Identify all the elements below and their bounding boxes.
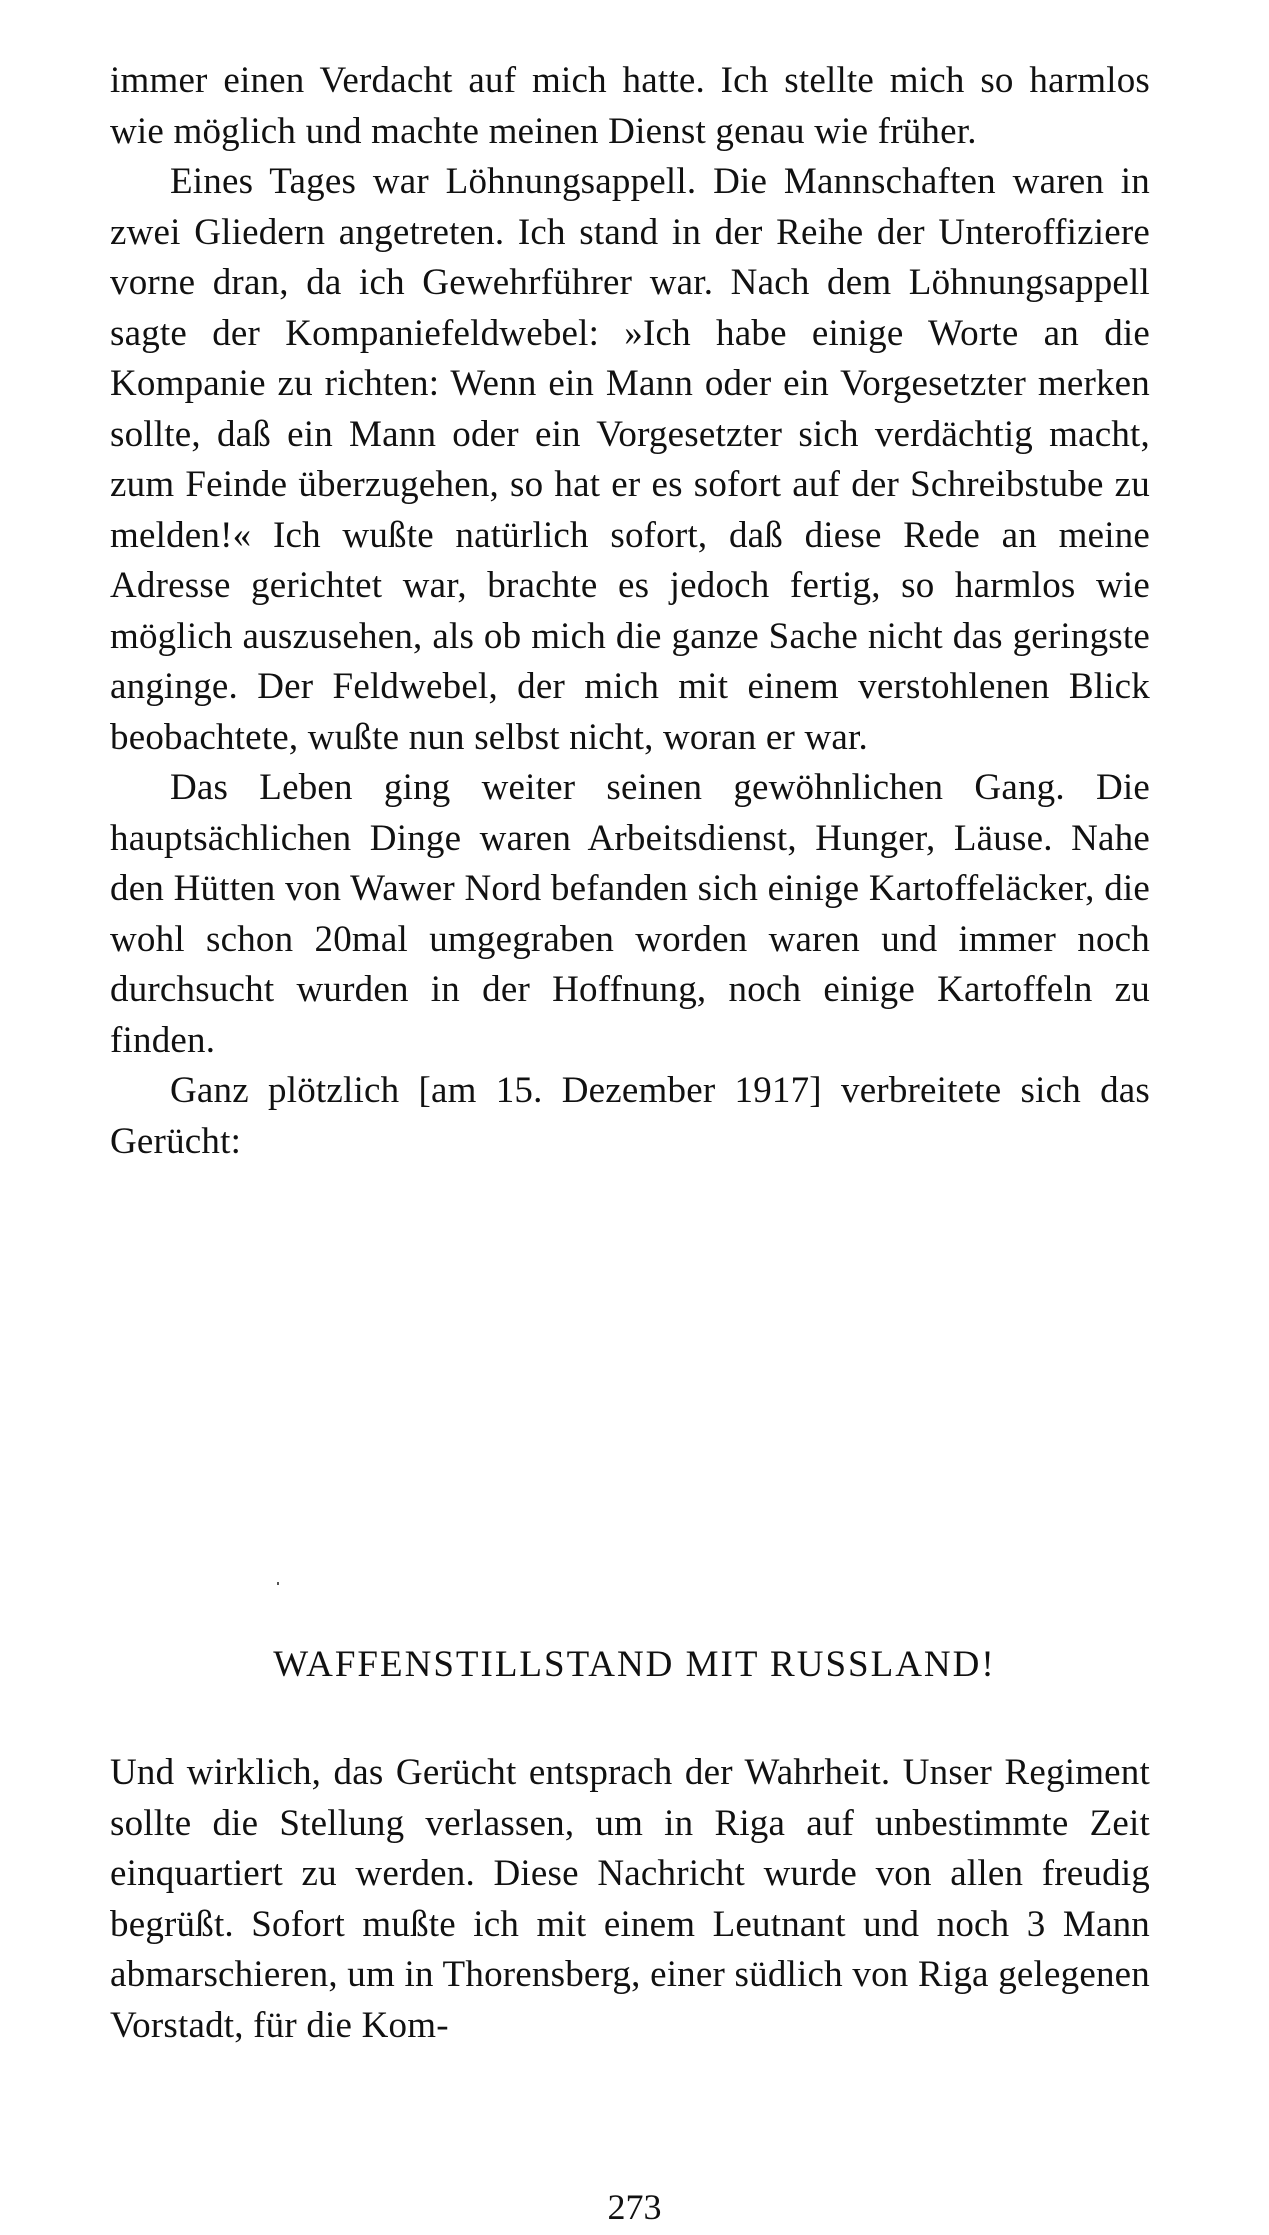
paragraph-4: Ganz plötzlich [am 15. Dezember 1917] verbreitete sich das Gerücht:	[110, 1070, 1150, 1162]
section-heading: WAFFENSTILLSTAND MIT RUSSLAND!	[273, 1644, 996, 1685]
body-text-top	[110, 56, 1150, 1167]
page-number: 273	[607, 2187, 662, 2227]
paragraph-2: Eines Tages war Löhnungsappell. Die Mannschaften waren in zwei Gliedern angetreten. Ich stand in der Reihe der Unteroffiziere vorne dran, da ich Gewehrführer war. Nach dem Löhnungsappell sagte der Kompaniefeldwebel: »Ich habe einige Worte an die Kompanie zu richten: Wenn ein Mann oder ein Vorgesetzter merken sollte, daß ein Mann oder ein Vorgesetzter sich verdächtig macht, zum Feinde überzugehen, so hat er es sofort auf der Schreibstube zu melden!« Ich wußte natürlich sofort, daß diese Rede an meine Adresse gerichtet war, brachte es jedoch fertig, so harmlos wie möglich auszusehen, als ob mich die ganze Sache nicht das geringste anginge. Der Feldwebel, der mich mit einem verstohlenen Blick beobachtete, wußte nun selbst nicht, woran er war.	[110, 161, 1150, 758]
body-text-bottom	[110, 1748, 1150, 2051]
scan-speck	[277, 1582, 279, 1585]
paragraph-1: immer einen Verdacht auf mich hatte. Ich stellte mich so harmlos wie möglich und machte meinen Dienst genau wie früher.	[110, 60, 1150, 152]
paragraph-3: Das Leben ging weiter seinen gewöhnlichen Gang. Die hauptsächlichen Dinge waren Arbeitsdienst, Hunger, Läuse. Nahe den Hütten von Wawer Nord befanden sich einige Kartoffeläcker, die wohl schon 20mal umgegraben worden waren und immer noch durchsucht wurden in der Hoffnung, noch einige Kartoffeln zu finden.	[110, 767, 1150, 1061]
paragraph-5: Und wirklich, das Gerücht entsprach der Wahrheit. Unser Regiment sollte die Stellung verlassen, um in Riga auf unbestimmte Zeit einquartiert zu werden. Diese Nachricht wurde von allen freudig begrüßt. Sofort mußte ich mit einem Leutnant und noch 3 Mann abmarschieren, um in Thorensberg, einer südlich von Riga gelegenen Vorstadt, für die Kom-	[110, 1752, 1150, 2046]
